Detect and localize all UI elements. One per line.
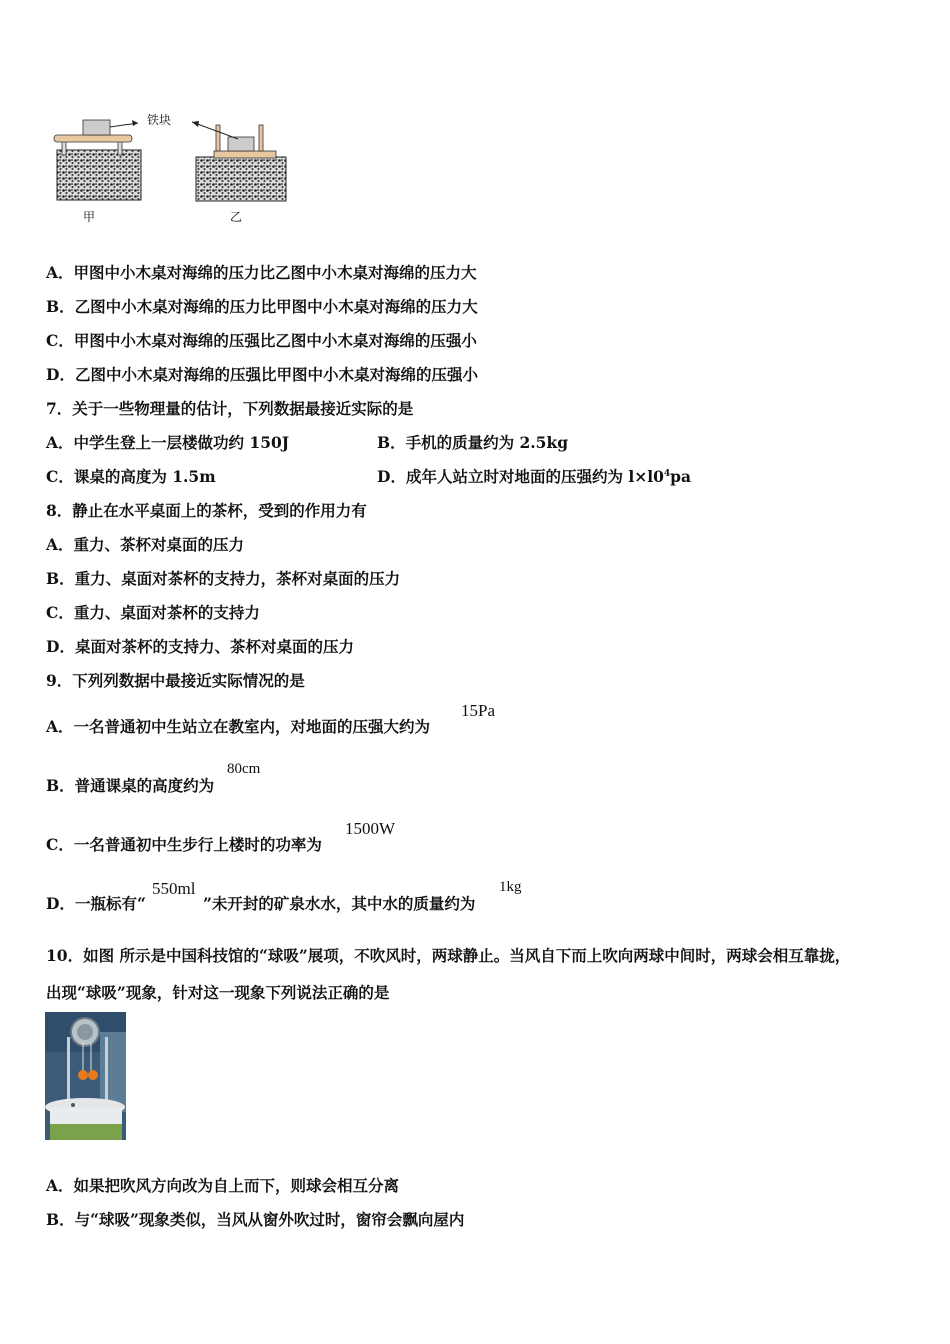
q9-option-b-value: 80cm [227, 761, 261, 777]
q9-option-d-rest: ”未开封的矿泉水水，其中水的质量约为 [203, 894, 476, 913]
q7-option-d-exponent: 4 [663, 468, 671, 479]
arrow-label-iron-block: 铁块 [147, 113, 172, 127]
q9-option-d-value1: 550ml [152, 879, 196, 898]
q10-stem-line1: 10．如图 所示是中国科技馆的“球吸”展项，不吹风时，两球静止。当风自下而上吹向两球中间时，两球会相互靠拢， [46, 946, 851, 965]
q7-stem: 7．关于一些物理量的估计，下列数据最接近实际的是 [46, 399, 414, 418]
q8-option-a: A．重力、茶杯对桌面的压力 [46, 535, 245, 554]
q9-option-d: D．一瓶标有“ [46, 894, 146, 913]
q7-option-d [377, 465, 691, 487]
q9-option-c-value: 1500W [345, 819, 396, 838]
figure-label-jia: 甲 [83, 210, 96, 224]
q6-option-d: D．乙图中小木桌对海绵的压强比甲图中小木桌对海绵的压强小 [46, 365, 478, 384]
q7-option-d-text: D．成年人站立时对地面的压强约为 l×l0 [377, 467, 664, 486]
q7-option-c: C．课桌的高度为 1.5m [46, 467, 216, 486]
q10-stem-line2: 出现“球吸”现象，针对这一现象下列说法正确的是 [46, 983, 390, 1002]
q9-stem: 9．下列列数据中最接近实际情况的是 [46, 671, 305, 690]
q6-option-c: C．甲图中小木桌对海绵的压强比乙图中小木桌对海绵的压强小 [46, 331, 477, 350]
q8-stem: 8．静止在水平桌面上的茶杯，受到的作用力有 [46, 501, 367, 520]
q7-option-a: A．中学生登上一层楼做功约 150J [46, 433, 290, 452]
q9-option-a-value: 15Pa [461, 701, 495, 720]
q10-option-b: B．与“球吸”现象类似，当风从窗外吹过时，窗帘会飘向屋内 [46, 1210, 465, 1229]
figure-label-yi: 乙 [230, 210, 243, 224]
q9-option-b: B．普通课桌的高度约为 [46, 776, 215, 795]
ball-suction-exhibit-photo [45, 1012, 126, 1140]
q9-option-d-value2: 1kg [499, 879, 522, 895]
q6-option-b: B．乙图中小木桌对海绵的压力比甲图中小木桌对海绵的压力大 [46, 297, 478, 316]
q8-option-b: B．重力、桌面对茶杯的支持力，茶杯对桌面的压力 [46, 569, 401, 588]
q7-option-b: B．手机的质量约为 2.5kg [377, 433, 569, 452]
q7-option-d-unit: pa [670, 467, 692, 486]
q9-option-a: A．一名普通初中生站立在教室内，对地面的压强大约为 [46, 717, 431, 736]
q9-option-c: C．一名普通初中生步行上楼时的功率为 [46, 835, 322, 854]
q10-option-a: A．如果把吹风方向改为自上而下，则球会相互分离 [46, 1176, 400, 1195]
q6-option-a: A．甲图中小木桌对海绵的压力比乙图中小木桌对海绵的压力大 [46, 263, 477, 282]
sponge-table-figure [50, 105, 300, 230]
q8-option-d: D．桌面对茶杯的支持力、茶杯对桌面的压力 [46, 637, 354, 656]
q8-option-c: C．重力、桌面对茶杯的支持力 [46, 603, 260, 622]
